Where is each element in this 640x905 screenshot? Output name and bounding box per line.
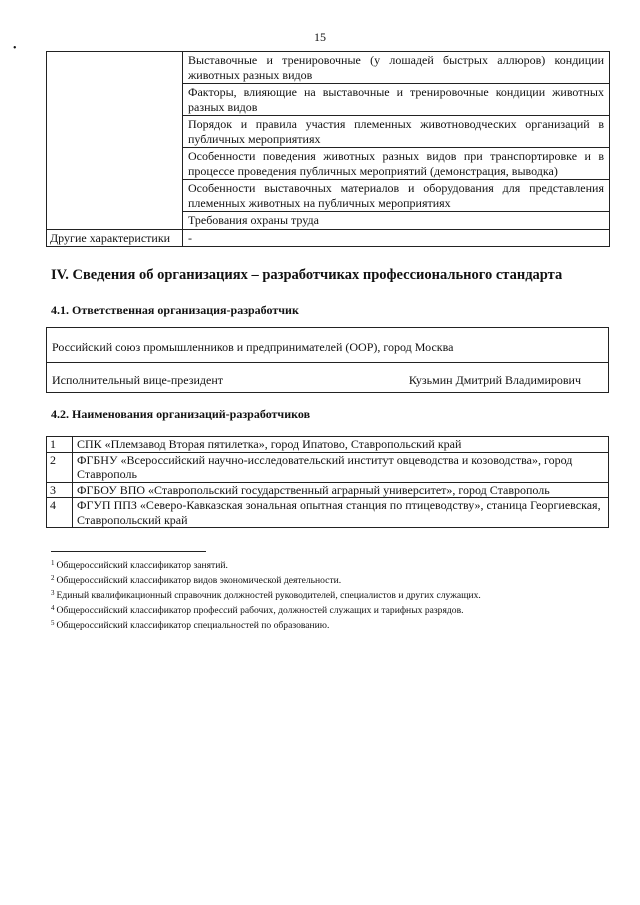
- footnote-text: Общероссийский классификатор занятий.: [56, 560, 228, 571]
- developer-name: СПК «Племзавод Вторая пятилетка», город Ипатово, Ставропольский край: [73, 437, 609, 453]
- table-row: [47, 437, 609, 453]
- footnote-number: 4: [51, 604, 55, 612]
- footnote-number: 5: [51, 619, 55, 627]
- footnote: [51, 572, 621, 587]
- developer-number: 2: [47, 452, 73, 482]
- table-row: [47, 498, 609, 528]
- knowledge-item: Требования охраны труда: [183, 212, 610, 230]
- footnote-text: Общероссийский классификатор профессий рабочих, должностей служащих и тарифных разрядов.: [56, 605, 464, 616]
- knowledge-item: Порядок и правила участия племенных животноводческих организаций в публичных мероприятиях: [183, 116, 610, 148]
- other-characteristics-value: -: [183, 229, 610, 247]
- responsible-org-box: [46, 327, 609, 393]
- developer-name: ФГУП ППЗ «Северо-Кавказская зональная опытная станция по птицеводству», станица Георгиевская, Ставропольский край: [73, 498, 609, 528]
- footnote-text: Общероссийский классификатор видов экономической деятельности.: [56, 575, 342, 586]
- margin-mark: •: [13, 43, 17, 54]
- table-row: [47, 482, 609, 498]
- footnote-number: 3: [51, 589, 55, 597]
- developer-name: ФГБНУ «Всероссийский научно-исследовательский институт овцеводства и козоводства», город Ставрополь: [73, 452, 609, 482]
- footnote-text: Единый квалификационный справочник должностей руководителей, специалистов и других служащих.: [56, 590, 481, 601]
- footnote: [51, 602, 621, 617]
- knowledge-item: Факторы, влияющие на выставочные и тренировочные кондиции животных разных видов: [183, 84, 610, 116]
- knowledge-item: Выставочные и тренировочные (у лошадей быстрых аллюров) кондиции животных разных видов: [183, 52, 610, 84]
- knowledge-item: Особенности поведения животных разных видов при транспортировке и в процессе проведения публичных мероприятий (демонстрация, выводка): [183, 148, 610, 180]
- developers-title: 4.2. Наименования организаций-разработчиков: [51, 407, 311, 421]
- footnote-text: Общероссийский классификатор специальностей по образованию.: [56, 620, 330, 631]
- developers-table: [46, 436, 609, 528]
- section-title: IV. Сведения об организациях – разработчиках профессионального стандарта: [51, 267, 563, 283]
- org-position: Исполнительный вице-президент: [52, 373, 224, 387]
- developer-number: 4: [47, 498, 73, 528]
- org-divider: [47, 362, 608, 363]
- necessary-knowledge-table: [46, 51, 610, 247]
- org-person: Кузьмин Дмитрий Владимирович: [408, 373, 581, 387]
- footnotes: [51, 557, 621, 632]
- developer-number: 1: [47, 437, 73, 453]
- developer-number: 3: [47, 482, 73, 498]
- footnote-number: 1: [51, 559, 55, 567]
- page-number: 15: [314, 30, 326, 44]
- developer-name: ФГБОУ ВПО «Ставропольский государственный аграрный университет», город Ставрополь: [73, 482, 609, 498]
- footnote-number: 2: [51, 574, 55, 582]
- knowledge-item: Особенности выставочных материалов и оборудования для представления племенных животных на публичных мероприятиях: [183, 180, 610, 212]
- footnote: [51, 617, 621, 632]
- footnote: [51, 587, 621, 602]
- footnote: [51, 557, 621, 572]
- responsible-org-title: 4.1. Ответственная организация-разработчик: [51, 303, 299, 317]
- org-name: Российский союз промышленников и предпринимателей (ООР), город Москва: [52, 340, 454, 354]
- footnote-separator: [51, 551, 206, 552]
- other-characteristics-label: Другие характеристики: [47, 229, 183, 247]
- knowledge-label-cell: [47, 52, 183, 230]
- table-row: [47, 452, 609, 482]
